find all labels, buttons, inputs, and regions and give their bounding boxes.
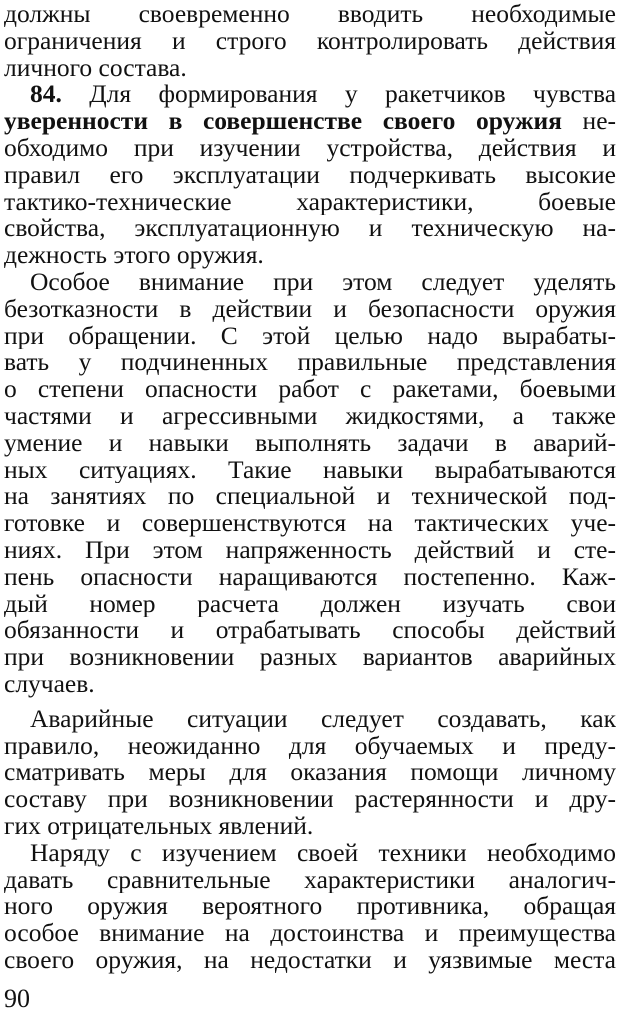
text-line: ниях. При этом напряженность действий и сте-: [4, 536, 616, 564]
text-fragment: Для формирования у ракетчиков чувства: [89, 81, 616, 109]
paragraph: [4, 269, 616, 698]
text-line: при возникновении разных вариантов аварийных: [4, 644, 616, 671]
text-line: пень опасности наращиваются постепенно. Каж-: [4, 563, 616, 591]
paragraph-84: [4, 81, 616, 269]
text-line: обязанности и отрабатывать способы действий: [4, 617, 616, 645]
text-line: Аварийные ситуации следует создавать, как: [30, 705, 616, 733]
paragraph: [4, 706, 616, 840]
item-number: 84.: [30, 81, 62, 109]
emphasized-phrase: уверенности в совершенстве своего оружия: [4, 108, 562, 135]
text-line: о степени опасности работ с ракетами, боевыми: [4, 376, 616, 403]
page-text: [4, 1, 616, 974]
text-line: при обращении. С этой целью надо вырабаты-: [4, 322, 616, 350]
text-line: частями и агрессивными жидкостями, а также: [4, 402, 616, 430]
text-line: [4, 81, 616, 108]
text-line: составу при возникновении растерянности и дру-: [4, 786, 616, 813]
text-line: дый номер расчета должен изучать свои: [4, 590, 616, 618]
text-line: Наряду с изучением своей техники необходимо: [30, 839, 616, 867]
text-line: особое внимание на достоинства и преимущества: [4, 920, 616, 947]
text-fragment: не-: [582, 108, 616, 135]
paragraph-continuation: [4, 1, 616, 81]
text-line: безотказности в действии и безопасности оружия: [4, 295, 616, 323]
text-line: ного оружия вероятного противника, обращая: [4, 893, 616, 921]
text-line: на занятиях по специальной и технической под-: [4, 483, 616, 511]
text-line: правил его эксплуатации подчеркивать высокие: [4, 161, 616, 189]
text-line: гих отрицательных явлений.: [4, 812, 314, 840]
text-line: должны своевременно вводить необходимые: [4, 1, 616, 28]
text-line: своего оружия, на недостатки и уязвимые места: [4, 946, 616, 974]
text-line: [4, 108, 616, 135]
text-line: обходимо при изучении устройства, действия и: [4, 134, 616, 162]
text-line: правило, неожиданно для обучаемых и преду-: [4, 732, 616, 760]
text-line: ограничения и строго контролировать действия: [4, 27, 616, 55]
paragraph: [4, 840, 616, 974]
page-number: 90: [4, 984, 30, 1013]
text-line: дежность этого оружия.: [4, 242, 264, 269]
text-line: личного состава.: [4, 54, 187, 82]
text-line: случаев.: [4, 670, 95, 698]
text-line: умение и навыки выполнять задачи в аварий-: [4, 429, 616, 457]
text-line: ных ситуациях. Такие навыки вырабатываются: [4, 456, 616, 484]
text-line: готовке и совершенствуются на тактических уче-: [4, 510, 616, 537]
text-line: свойства, эксплуатационную и техническую на-: [4, 215, 616, 243]
text-line: давать сравнительные характеристики аналогич-: [4, 866, 616, 894]
text-line: Особое внимание при этом следует уделять: [30, 268, 616, 296]
text-line: тактико-технические характеристики, боевые: [4, 188, 616, 216]
paragraph-gap: [4, 698, 616, 706]
text-line: вать у подчиненных правильные представления: [4, 349, 616, 377]
text-line: сматривать меры для оказания помощи личному: [4, 759, 616, 787]
